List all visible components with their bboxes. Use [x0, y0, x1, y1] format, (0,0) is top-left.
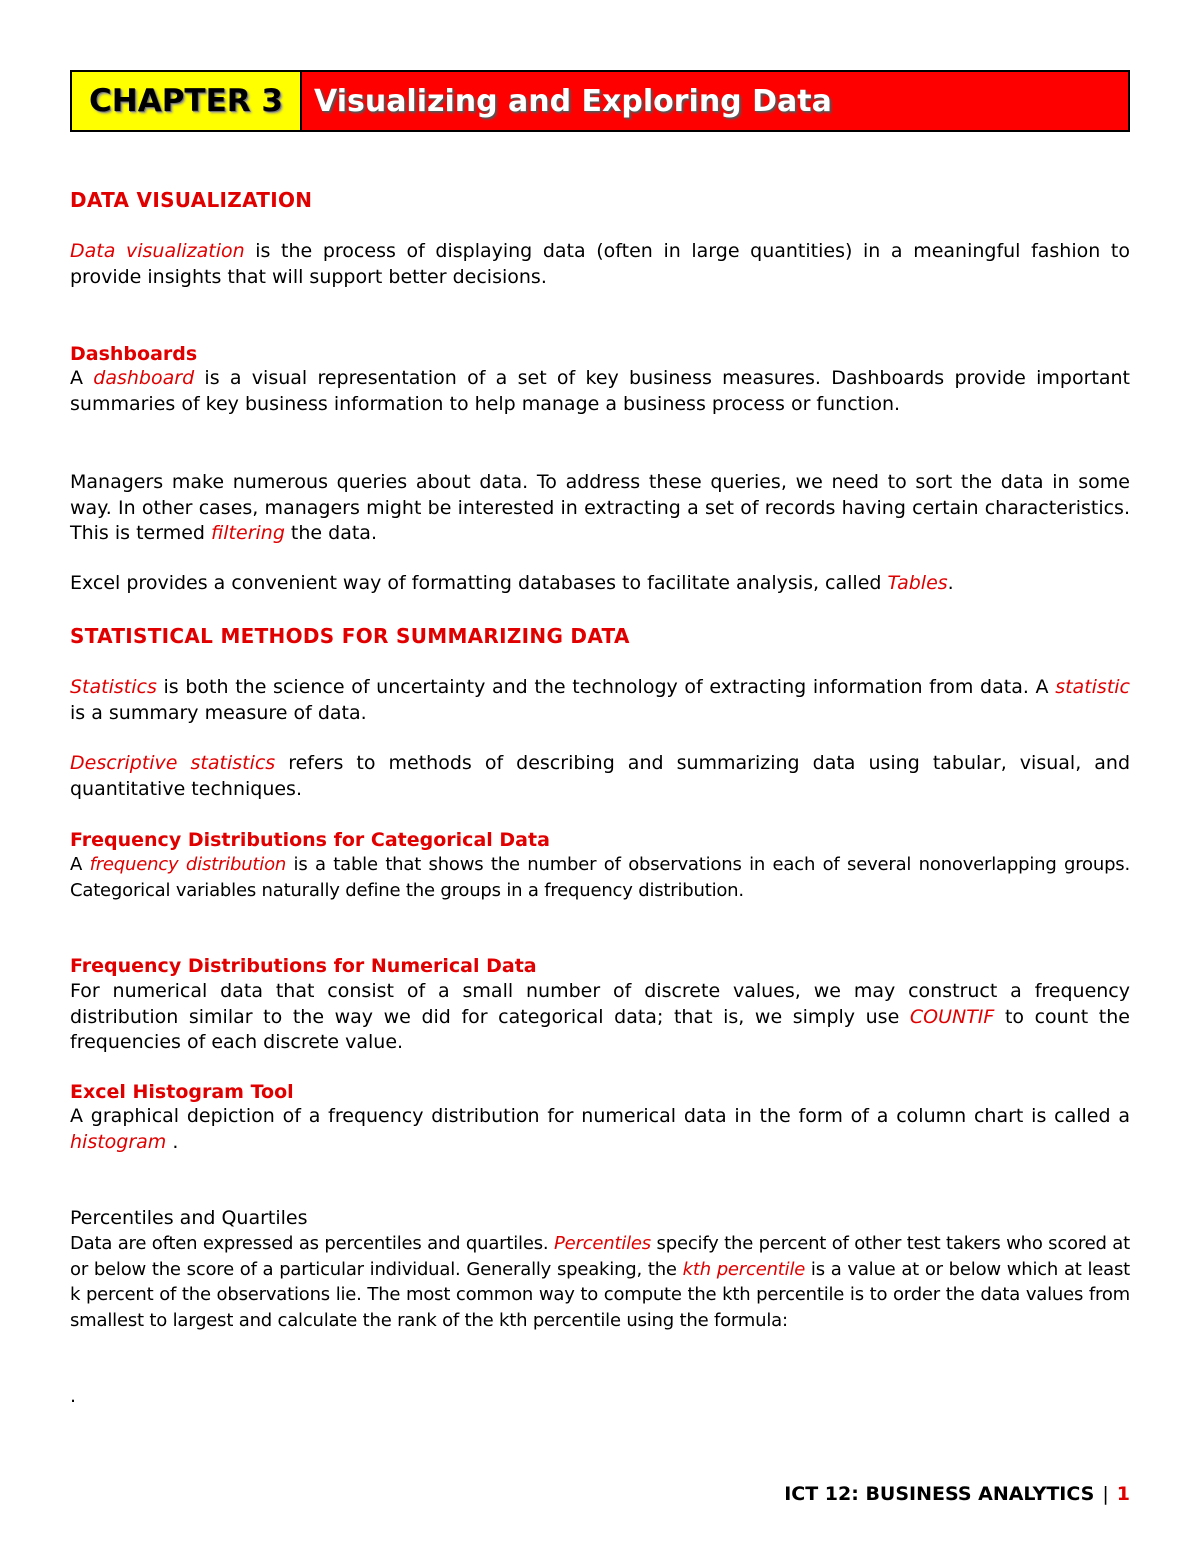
- text-span: .: [166, 1130, 179, 1153]
- term-frequency-distribution: frequency distribution: [89, 854, 287, 875]
- page-number: 1: [1116, 1483, 1130, 1505]
- text-span: For numerical data that consist of a small number of discrete values, we may construct a frequency distribution similar to the way we did for categorical data; that is, we simply use: [70, 980, 1130, 1028]
- footer-separator: |: [1102, 1483, 1109, 1505]
- text-span: is a table that shows the number of observations in each of several nonoverlapping groups. Categorical variables naturally define the groups in a frequency distribution.: [70, 854, 1131, 901]
- text-span: is both the science of uncertainty and the technology of extracting information from data. A: [156, 676, 1056, 698]
- paragraph-descriptive-statistics: [70, 751, 1130, 802]
- paragraph-freq-categorical: [70, 852, 1130, 903]
- paragraph-statistics: [70, 675, 1130, 726]
- text-span: is a value at or below which at least k percent of the observations lie. The most common way to compute the kth percentile is to order the data values from smallest to largest and calculate the rank of the kth percentile using the formula:: [70, 1258, 1130, 1331]
- paragraph-managers: [70, 470, 1130, 547]
- chapter-title: Visualizing and Exploring Data: [302, 72, 1128, 130]
- text-span: .: [947, 572, 954, 594]
- text-span: refers to methods of describing and summarizing data using tabular, visual, and quantitative techniques.: [70, 752, 1130, 800]
- heading-freq-numerical: Frequency Distributions for Numerical Data: [70, 955, 537, 977]
- text-span: is the process of displaying data (often in large quantities) in a meaningful fashion to provide insights that will support better decisions.: [70, 240, 1130, 288]
- text-span: specify the percent of other test takers who scored at or below the score of a particular individual. Generally speaking, the: [70, 1233, 1130, 1280]
- paragraph-tables: [70, 571, 1130, 597]
- term-filtering: filtering: [211, 522, 285, 544]
- heading-dashboards: Dashboards: [70, 343, 198, 365]
- text-span: A graphical depiction of a frequency distribution for numerical data in the form of a column chart is called a: [70, 1105, 1130, 1127]
- text-span: is a summary measure of data.: [70, 701, 367, 724]
- term-histogram: histogram: [70, 1130, 167, 1153]
- term-kth-percentile: kth percentile: [682, 1258, 806, 1280]
- heading-freq-categorical: Frequency Distributions for Categorical Data: [70, 829, 550, 851]
- text-span: Excel provides a convenient way of formatting databases to facilitate analysis, called: [70, 572, 888, 594]
- paragraph-histogram: [70, 1104, 1130, 1155]
- text-span: Data are often expressed as percentiles and quartiles.: [70, 1233, 554, 1254]
- page-footer: [784, 1483, 1130, 1505]
- paragraph-data-visualization: [70, 239, 1130, 290]
- heading-statistical-methods: STATISTICAL METHODS FOR SUMMARIZING DATA: [70, 624, 630, 648]
- term-descriptive-statistics: Descriptive statistics: [70, 752, 276, 774]
- paragraph-freq-numerical: [70, 979, 1130, 1056]
- text-span: the data.: [284, 522, 377, 544]
- text-span: Managers make numerous queries about data. To address these queries, we need to sort the data in some way. In other cases, managers might be interested in extracting a set of records having certain characteristics. This is termed: [70, 471, 1130, 544]
- text-span: is a visual representation of a set of key business measures. Dashboards provide important summaries of key business information to help manage a business process or function.: [70, 367, 1130, 415]
- formula-placeholder-dot: .: [70, 1385, 77, 1407]
- term-statistics: Statistics: [70, 676, 157, 698]
- paragraph-dashboards: [70, 366, 1130, 417]
- paragraph-percentiles: [70, 1231, 1130, 1333]
- term-countif: COUNTIF: [909, 1005, 995, 1028]
- footer-course: ICT 12: BUSINESS ANALYTICS: [784, 1483, 1095, 1505]
- term-dashboard: dashboard: [93, 367, 195, 389]
- text-span: A: [70, 367, 94, 389]
- chapter-banner: [70, 70, 1130, 132]
- term-statistic: statistic: [1055, 676, 1130, 698]
- term-data-visualization: Data visualization: [70, 240, 245, 262]
- term-percentiles: Percentiles: [553, 1233, 651, 1254]
- text-span: A: [70, 854, 90, 875]
- chapter-label: CHAPTER 3: [72, 72, 302, 130]
- term-tables: Tables: [887, 572, 948, 594]
- heading-histogram-tool: Excel Histogram Tool: [70, 1081, 294, 1103]
- heading-percentiles-quartiles: Percentiles and Quartiles: [70, 1207, 308, 1229]
- heading-data-visualization: DATA VISUALIZATION: [70, 188, 313, 212]
- text-span: to count the frequencies of each discrete value.: [70, 1005, 1130, 1053]
